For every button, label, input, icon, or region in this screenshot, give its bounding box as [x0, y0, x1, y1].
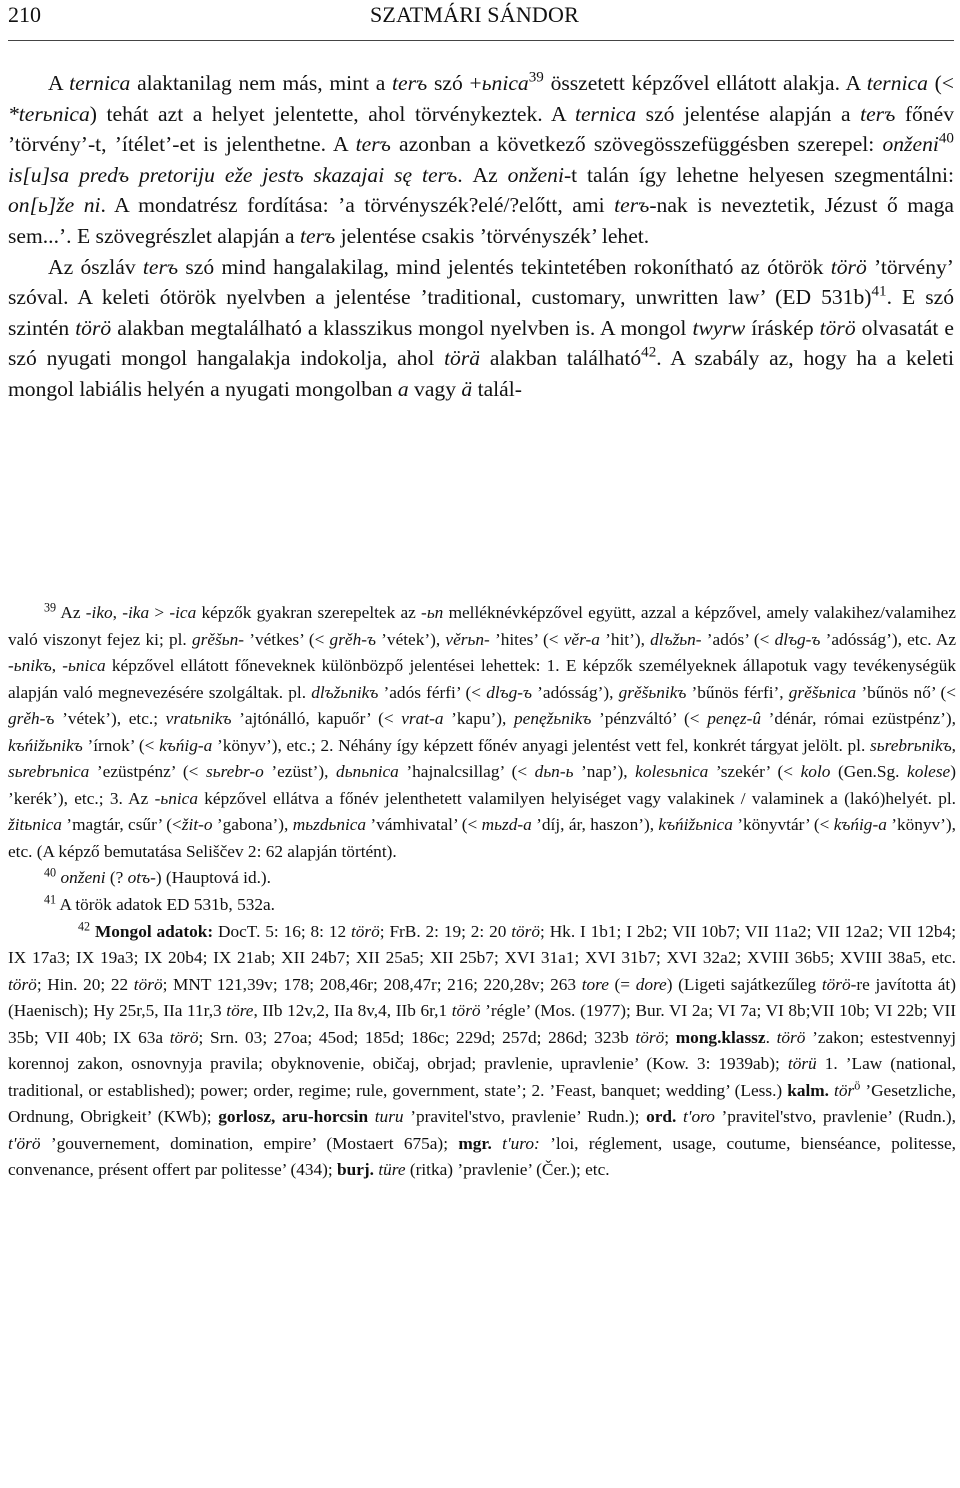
text-run: talál- — [472, 376, 522, 401]
text-run: -t talán így lehetne helyesen szegmentálni: — [563, 162, 954, 187]
text-run: , IIb 12v,2, IIa 8v,4, IIb 6r,1 — [253, 1001, 452, 1021]
text-run: ’szekér’ (< — [708, 762, 801, 782]
text-run: t'oro — [683, 1107, 715, 1127]
text-run: > - — [149, 603, 176, 622]
text-run: iko — [91, 603, 113, 622]
text-run: ’adósság’), etc. Az - — [8, 629, 957, 676]
text-run: ’régle’ (Mos. (1977); Bur. VI 2a; VI 7a; VI 8b;VII 10b; VI 22b; VII 35b; VII 40b; IX 63a — [8, 1001, 956, 1047]
text-run: grěšьn- — [191, 629, 245, 649]
text-run: (< — [927, 71, 954, 95]
text-run: (ritka) ’pravlenie’ (Čer.); etc. — [405, 1160, 610, 1180]
text-run: grěšьnica — [788, 682, 857, 702]
text-run: terъ — [355, 132, 391, 157]
text-run: dlъg-ъ — [774, 629, 821, 649]
text-run: twyrw — [692, 315, 746, 340]
text-run: ica — [175, 603, 197, 622]
text-run: ’zakon; estestvennyj korennoj zakon, osnovnyja pravila; obyknovenie, običaj, obrjad; pravlenie, upravlenie’ (Kow. 3: 1939ab); — [8, 1027, 957, 1074]
text-run: mьzd-a — [481, 815, 532, 835]
text-run: törö — [350, 921, 380, 941]
text-run: töre — [226, 1001, 254, 1021]
text-run: ’adósság’), — [531, 682, 619, 702]
text-run: (Gen.Sg. — [830, 762, 908, 782]
text-run: , - — [112, 603, 128, 622]
text-run: dlъžьn- — [650, 629, 702, 649]
text-run: -nak is neveztetik, Jézust ő maga sem...’. E szövegrészlet alapján a — [8, 193, 954, 248]
text-run: ternica — [574, 101, 637, 126]
footnote-ref: 41 — [871, 283, 887, 300]
text-run: *terьnica — [8, 101, 90, 126]
text-run: Az - — [56, 603, 92, 622]
footnote-ref: 42 — [78, 918, 91, 933]
footnote-ref: 40 — [938, 130, 954, 147]
text-run: törö — [133, 974, 163, 994]
text-run: ’bűnös férfi’, — [686, 682, 789, 702]
text-run: . A szabály az, hogy ha a keleti mongol labiális helyén a nyugati mongolban — [8, 346, 954, 401]
text-run: DocT. 5: 16; 8: 12 — [213, 921, 351, 941]
text-run: t'uro: — [502, 1133, 540, 1153]
text-run: azonban a következő szövegösszefüggésben szerepel: — [390, 132, 883, 157]
text-run: ’gouvernement, domination, empire’ (Mostaert 675a); — [40, 1133, 459, 1153]
text-run: ’nap’), — [573, 762, 636, 782]
paragraph — [8, 68, 954, 252]
text-run: ternica — [69, 71, 131, 95]
text-run: ’ezüst’), — [263, 762, 337, 782]
text-run: . E szó szintén — [8, 285, 955, 340]
text-run: kъńig-a — [159, 735, 213, 755]
text-run: ’dénár, római ezüstpénz’), — [760, 709, 956, 729]
text-run: alakban megtalálható a klasszikus mongol nyelvben is. A mongol — [111, 315, 693, 340]
text-run: ’adós’ (< — [701, 629, 775, 649]
text-run: törö — [819, 315, 856, 340]
text-run: penęz-û — [707, 709, 761, 729]
text-run: vratьnikъ — [165, 709, 232, 729]
text-run: 1. ’Law (national, traditional, or established); power; order, regime; rule, government, state’; 2. ’Feast, banquet; wedding’ (Less.) — [8, 1054, 956, 1100]
text-run: törö — [75, 315, 112, 340]
text-run: ; Hk. I 1b1; I 2b2; VII 10b7; VII 11a2; VII 12a2; VII 12b4; IX 17a3; IX 19a3; IX 20b4; IX 21ab; XII 24b7; XII 25a5; XII 25b7; XVI 31a1; XVI 31b7; XVI 32a2; XVIII 36b5; XVIII 38a5, etc. — [8, 921, 957, 968]
header-rule — [8, 40, 954, 41]
text-run: mgr. — [458, 1133, 492, 1153]
paragraph — [8, 252, 954, 405]
text-run: grěh-ъ — [8, 709, 55, 729]
text-run: ’pravitel'stvo, pravlenie’ Rudn.); — [403, 1107, 647, 1127]
text-run: törö — [830, 254, 867, 279]
text-run: ’vétkes’ (< — [244, 629, 330, 649]
text-run: ) tehát azt a helyet jelentette, ahol törvénykeztek. A — [89, 101, 575, 126]
text-run: főnév ’törvény’-t, ’ítélet’-et is jelenthetne. A — [8, 101, 954, 157]
text-run: ьnica — [68, 656, 106, 676]
text-run: ) ’kerék’), etc.; 3. Az - — [8, 762, 956, 808]
text-run: dьnьnica — [336, 762, 399, 782]
footnote-ref: 41 — [44, 892, 57, 907]
text-run: . Az — [457, 162, 508, 187]
text-run: ; FrB. 2: 19; 2: 20 — [379, 921, 512, 941]
text-run: szó mind hangalakilag, mind jelentés tekintetében rokonítható az ótörök — [178, 254, 831, 279]
text-run — [368, 1107, 375, 1126]
footnote-ref: 40 — [44, 865, 57, 880]
text-run: věrьn- — [445, 629, 490, 649]
text-run: kolesьnica — [635, 762, 709, 782]
text-run: ’vétek’), — [375, 629, 446, 649]
footnote-40 — [8, 865, 956, 892]
text-run: ьn — [426, 603, 444, 622]
text-run: ’ajtónálló, kapuőr’ (< — [231, 709, 402, 729]
text-run: törö — [776, 1027, 806, 1047]
text-run: terъ — [860, 101, 896, 126]
text-run: ’könyvtár’ (< — [732, 815, 834, 835]
page-number: 210 — [8, 2, 41, 27]
text-run: ’könyv’), etc.; 2. Néhány így képzett főnév anyagi jelentést vett fel, konkrét tárgyat jelölt. pl. — [212, 735, 871, 755]
text-run: szó + — [427, 71, 482, 95]
footnote-ref: 39 — [528, 69, 544, 86]
text-run: otъ — [127, 868, 151, 888]
text-run: összetett képzővel ellátott alakja. A — [543, 71, 867, 95]
text-run: (= — [608, 974, 636, 994]
text-run: kъńig-a — [833, 815, 887, 835]
text-run: ä — [461, 376, 473, 401]
text-run: törö — [821, 974, 851, 994]
text-run: képzők gyakran szerepeltek az - — [196, 603, 427, 622]
footnote-ref: 39 — [44, 600, 57, 615]
text-run: , — [951, 735, 956, 755]
text-run: žit-o — [181, 815, 213, 835]
text-run: on[ь]že ni — [8, 193, 101, 218]
text-run: ’hajnalcsillag’ (< — [398, 762, 535, 782]
text-run: íráskép — [745, 315, 820, 340]
text-run: mьzdьnica — [292, 815, 367, 835]
text-run: a — [397, 376, 409, 401]
text-run: ’hites’ (< — [489, 629, 564, 649]
text-run: kъńižьnica — [658, 815, 733, 835]
text-run: képzővel ellátva a főnév jelenthetett valamilyen helyiséget vagy valakinek / valaminek a (lakó)helyét. pl. — [197, 788, 957, 808]
text-run: Mongol adatok: — [94, 921, 214, 941]
text-run: olvasatát e szó nyugati mongol hangalakja indokolja, ahol — [8, 315, 954, 371]
text-run: dore — [635, 974, 667, 994]
text-run: , - — [51, 656, 69, 676]
text-run: ’gabona’), — [212, 815, 293, 835]
text-run: burj. — [337, 1160, 374, 1180]
text-run: . — [765, 1027, 777, 1047]
main-text — [8, 68, 954, 405]
text-run: is[u]sa predъ pretoriju eže jestъ skazajai sę terъ — [8, 162, 458, 187]
text-run: törö — [511, 921, 541, 941]
text-run: ; — [664, 1027, 676, 1047]
text-run: ’pénzváltó’ (< — [591, 709, 708, 729]
text-run: ’ezüstpénz’ (< — [89, 762, 206, 782]
text-run: ьnica — [160, 788, 198, 808]
text-run: törö — [8, 974, 37, 994]
text-run: képzővel ellátott főneveknek különbözpő jelentései lehettek: 1. E képzők személyeknek állapotuk vagy tevékenységük alapján való megnevezésére szolgáltak. pl. — [8, 656, 957, 702]
text-run: alaktanilag nem más, mint a — [130, 71, 393, 95]
text-run: Az ószláv — [48, 254, 143, 279]
text-run: ; Srn. 03; 27oa; 45od; 185d; 186c; 229d; 257d; 286d; 323b — [198, 1027, 636, 1047]
text-run: törö — [635, 1027, 665, 1047]
text-run: t'örö — [8, 1133, 41, 1153]
text-run: tore — [581, 974, 609, 994]
text-run: kolo — [800, 762, 831, 782]
text-run: onženi — [882, 132, 939, 157]
footnote-41 — [8, 892, 956, 919]
text-run: ’bűnös nő’ (< — [856, 682, 956, 702]
text-run: sьrebr-o — [205, 762, 264, 782]
text-run: ’könyv’), etc. (A képző bemutatása Seliščev 2: 62 alapján történt). — [8, 815, 956, 861]
text-run: terъ — [614, 193, 650, 218]
text-run: ’Gesetzliche, Ordnung, Obrigkeit’ (KWb); — [8, 1080, 956, 1127]
running-title: SZATMÁRI SÁNDOR — [370, 2, 579, 27]
text-run: dlъžьnikъ — [311, 682, 379, 702]
footnote-ref: 42 — [641, 345, 657, 362]
text-run: mong.klassz — [675, 1027, 766, 1047]
text-run: törü — [787, 1054, 817, 1074]
text-run: vagy — [408, 376, 462, 401]
text-run: törö — [451, 1001, 481, 1021]
text-run: -re javította át) (Haenisch); Hy 25r,5, IIa 11r,3 — [8, 974, 956, 1021]
text-run: ’vámhivatal’ (< — [366, 815, 482, 835]
text-run: kolese — [907, 762, 951, 782]
text-run: terъ — [142, 254, 179, 279]
running-header — [8, 2, 954, 27]
footnote-42 — [8, 919, 956, 1184]
text-run: ’adós férfi’ (< — [378, 682, 487, 702]
text-run — [492, 1134, 502, 1153]
text-run: ’kapu’), — [443, 709, 515, 729]
text-run: ьnikъ — [13, 656, 52, 676]
text-run: ’pravitel'stvo, pravlenie’ (Rudn.), — [714, 1107, 956, 1127]
footnote-ref: ö — [854, 1078, 861, 1093]
text-run: (? — [105, 868, 128, 888]
text-run: ’vétek’), etc.; — [54, 709, 166, 729]
text-run: vrat-a — [401, 709, 444, 729]
text-run: dьn-ь — [534, 762, 574, 782]
text-run: szó jelentése alapján a — [636, 101, 861, 126]
text-run — [676, 1107, 683, 1126]
text-run: ьnica — [481, 71, 529, 95]
text-run: gorlosz, aru-horcsin — [218, 1107, 369, 1127]
text-run: grěšьnikъ — [618, 682, 687, 702]
text-run: tör — [834, 1080, 855, 1100]
text-run: kalm. — [787, 1080, 829, 1100]
text-run: kъńižьnikъ — [8, 735, 83, 755]
text-run: onženi — [60, 868, 106, 888]
text-run: ; Hin. 20; 22 — [36, 974, 134, 994]
text-run: turu — [374, 1107, 404, 1127]
text-run: ’törvény’ szóval. A keleti ótörök nyelvben a jelentése ’traditional, customary, unwritten law’ (ED 531b) — [8, 254, 954, 310]
page — [0, 2, 960, 1488]
text-run: dlъg-ъ — [486, 682, 532, 702]
text-run: melléknévképzővel együtt, azzal a képzővel, amely valakihez/valamihez való viszonyt fejez ki; pl. — [8, 603, 956, 649]
footnotes — [8, 600, 956, 1184]
text-run: . A mondatrész fordítása: ’a törvényszék?elé/?előtt, ami — [100, 193, 615, 218]
text-run: A török adatok ED 531b, 532a. — [56, 895, 275, 915]
text-run: ika — [128, 603, 150, 622]
text-run: žitьnica — [8, 815, 62, 835]
text-run: penęžьnikъ — [514, 709, 592, 729]
text-run: jelentése csakis ’törvényszék’ lehet. — [335, 223, 650, 248]
text-run: A — [48, 71, 70, 95]
text-run: ternica — [866, 71, 928, 95]
text-run: ’díj, ár, haszon’), — [531, 815, 659, 835]
footnote-39 — [8, 600, 956, 865]
text-run: törä — [444, 346, 481, 371]
text-run: türe — [378, 1160, 406, 1180]
text-run: ’loi, réglement, usage, coutume, bienséance, politesse, convenance, présent offert par politesse’ (434); — [8, 1133, 956, 1180]
text-run: ord. — [646, 1107, 677, 1127]
text-run: grěh-ъ — [329, 629, 376, 649]
text-run: ; MNT 121,39v; 178; 208,46r; 208,47r; 216; 220,28v; 263 — [162, 974, 582, 994]
text-run: alakban található — [480, 346, 642, 371]
text-run: sьrebrьnikъ — [870, 735, 952, 755]
text-run: ’magtár, csűr’ (< — [61, 815, 182, 835]
text-run: terъ — [392, 71, 428, 95]
text-run: ’hit’), — [599, 629, 651, 649]
text-run: törö — [169, 1027, 199, 1047]
text-run: ) (Ligeti sajátkezűleg — [666, 974, 822, 994]
text-run: terъ — [300, 223, 336, 248]
text-run: onženi — [507, 162, 564, 187]
text-run: -) (Hauptová id.). — [150, 868, 271, 888]
text-run: věr-a — [563, 629, 600, 649]
text-run: sьrebrьnica — [8, 762, 90, 782]
text-run: ’írnok’ (< — [82, 735, 160, 755]
